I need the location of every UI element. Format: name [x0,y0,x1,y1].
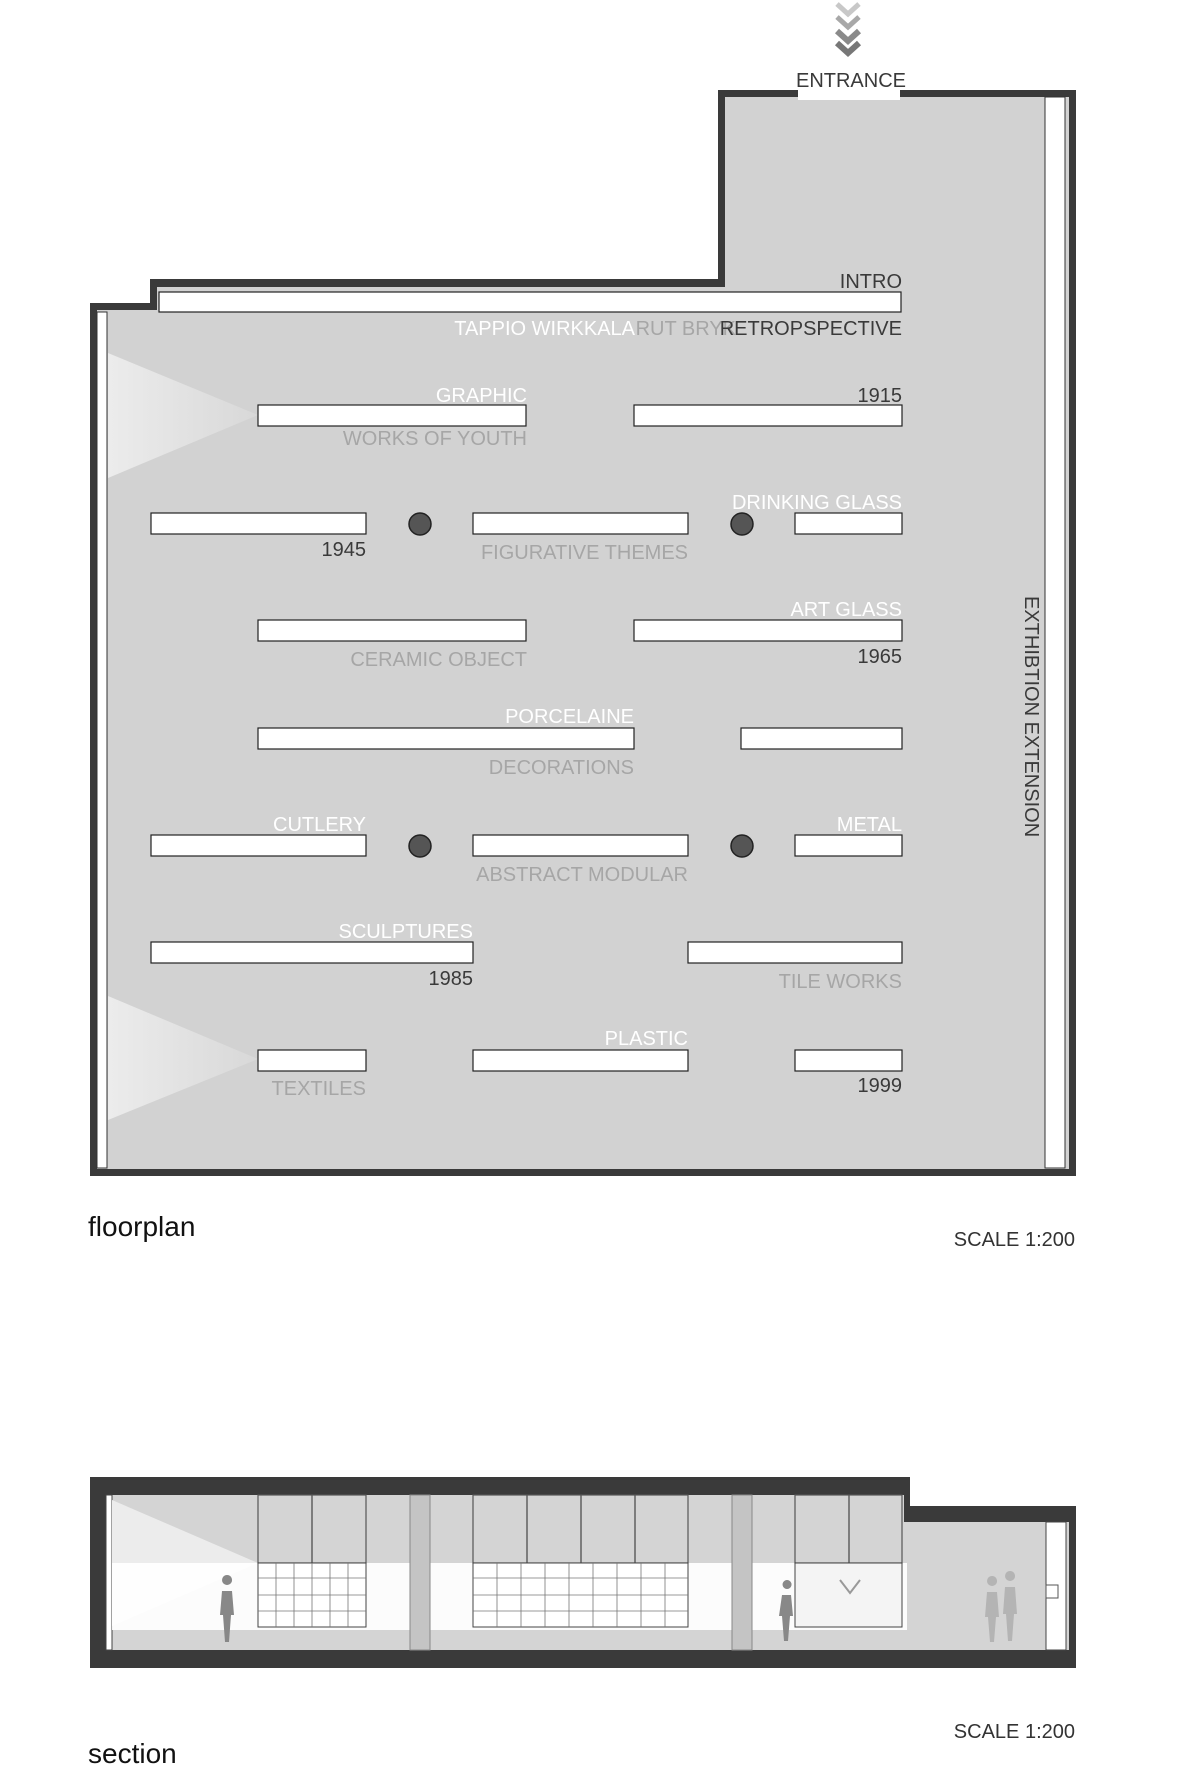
label-entrance: ENTRANCE [795,70,907,92]
panel-1915 [634,405,902,426]
label-sculptures: SCULPTURES [338,921,473,943]
label-1945: 1945 [321,539,366,561]
panel-1999 [795,1050,902,1071]
label-1985: 1985 [428,968,473,990]
label-drinking-glass: DRINKING GLASS [731,492,902,514]
panel-textiles [258,1050,366,1071]
column [409,513,431,535]
column [731,835,753,857]
label-1965: 1965 [857,646,902,668]
section [88,1477,1076,1769]
label-porcelaine: PORCELAINE [505,706,634,728]
label-tile-works: TILE WORKS [778,971,902,993]
label-ceramic: CERAMIC OBJECT [350,649,527,671]
panel-ceramic [258,620,526,641]
label-graphic: GRAPHIC [435,385,527,407]
label-art-glass: ART GLASS [790,599,902,621]
label-plastic: PLASTIC [604,1028,688,1050]
column [731,513,753,535]
section-caption: section [88,1738,177,1769]
panel-figurative [473,513,688,534]
label-decorations: DECORATIONS [488,757,634,779]
label-intro: INTRO [839,271,902,293]
panel-art-glass [634,620,902,641]
panel-drinking-glass [795,513,902,534]
panel-cutlery [151,835,366,856]
floorplan-caption: floorplan [88,1211,196,1242]
panel-sculptures [151,942,473,963]
panel-metal [795,835,902,856]
inner-wall-left [97,312,107,1168]
panel-decorations-right [741,728,902,749]
panel-plastic [473,1050,688,1071]
label-textiles: TEXTILES [271,1078,366,1100]
intro-wall [159,292,901,312]
label-tappio: TAPPIO WIRKKALA [454,318,635,340]
panel-porcelaine [258,728,634,749]
label-works-of-youth: WORKS OF YOUTH [342,428,527,450]
label-cutlery: CUTLERY [273,814,366,836]
section-scale: SCALE 1:200 [953,1721,1075,1743]
label-abstract: ABSTRACT MODULAR [476,864,688,886]
panel-abstract [473,835,688,856]
label-retrospective: RETROPSPECTIVE [719,318,902,340]
section-opening [1046,1585,1058,1598]
label-figurative: FIGURATIVE THEMES [480,542,688,564]
panel-1945 [151,513,366,534]
label-metal: METAL [836,814,902,836]
label-1915: 1915 [857,385,902,407]
inner-wall-right [1045,97,1065,1168]
floorplan [88,4,1076,1251]
label-exhibition-extension: EXTHIBTION EXTENSION [1020,596,1042,838]
label-1999: 1999 [857,1075,902,1097]
label-rut: RUT BRYK [635,318,736,340]
panel-tile-works [688,942,902,963]
entrance-arrow-icon [837,4,859,53]
section-left-wall [106,1495,112,1650]
section-display-panels [258,1563,902,1627]
column [409,835,431,857]
floor-area [97,97,1069,1169]
floorplan-scale: SCALE 1:200 [953,1229,1075,1251]
panel-graphic [258,405,526,426]
